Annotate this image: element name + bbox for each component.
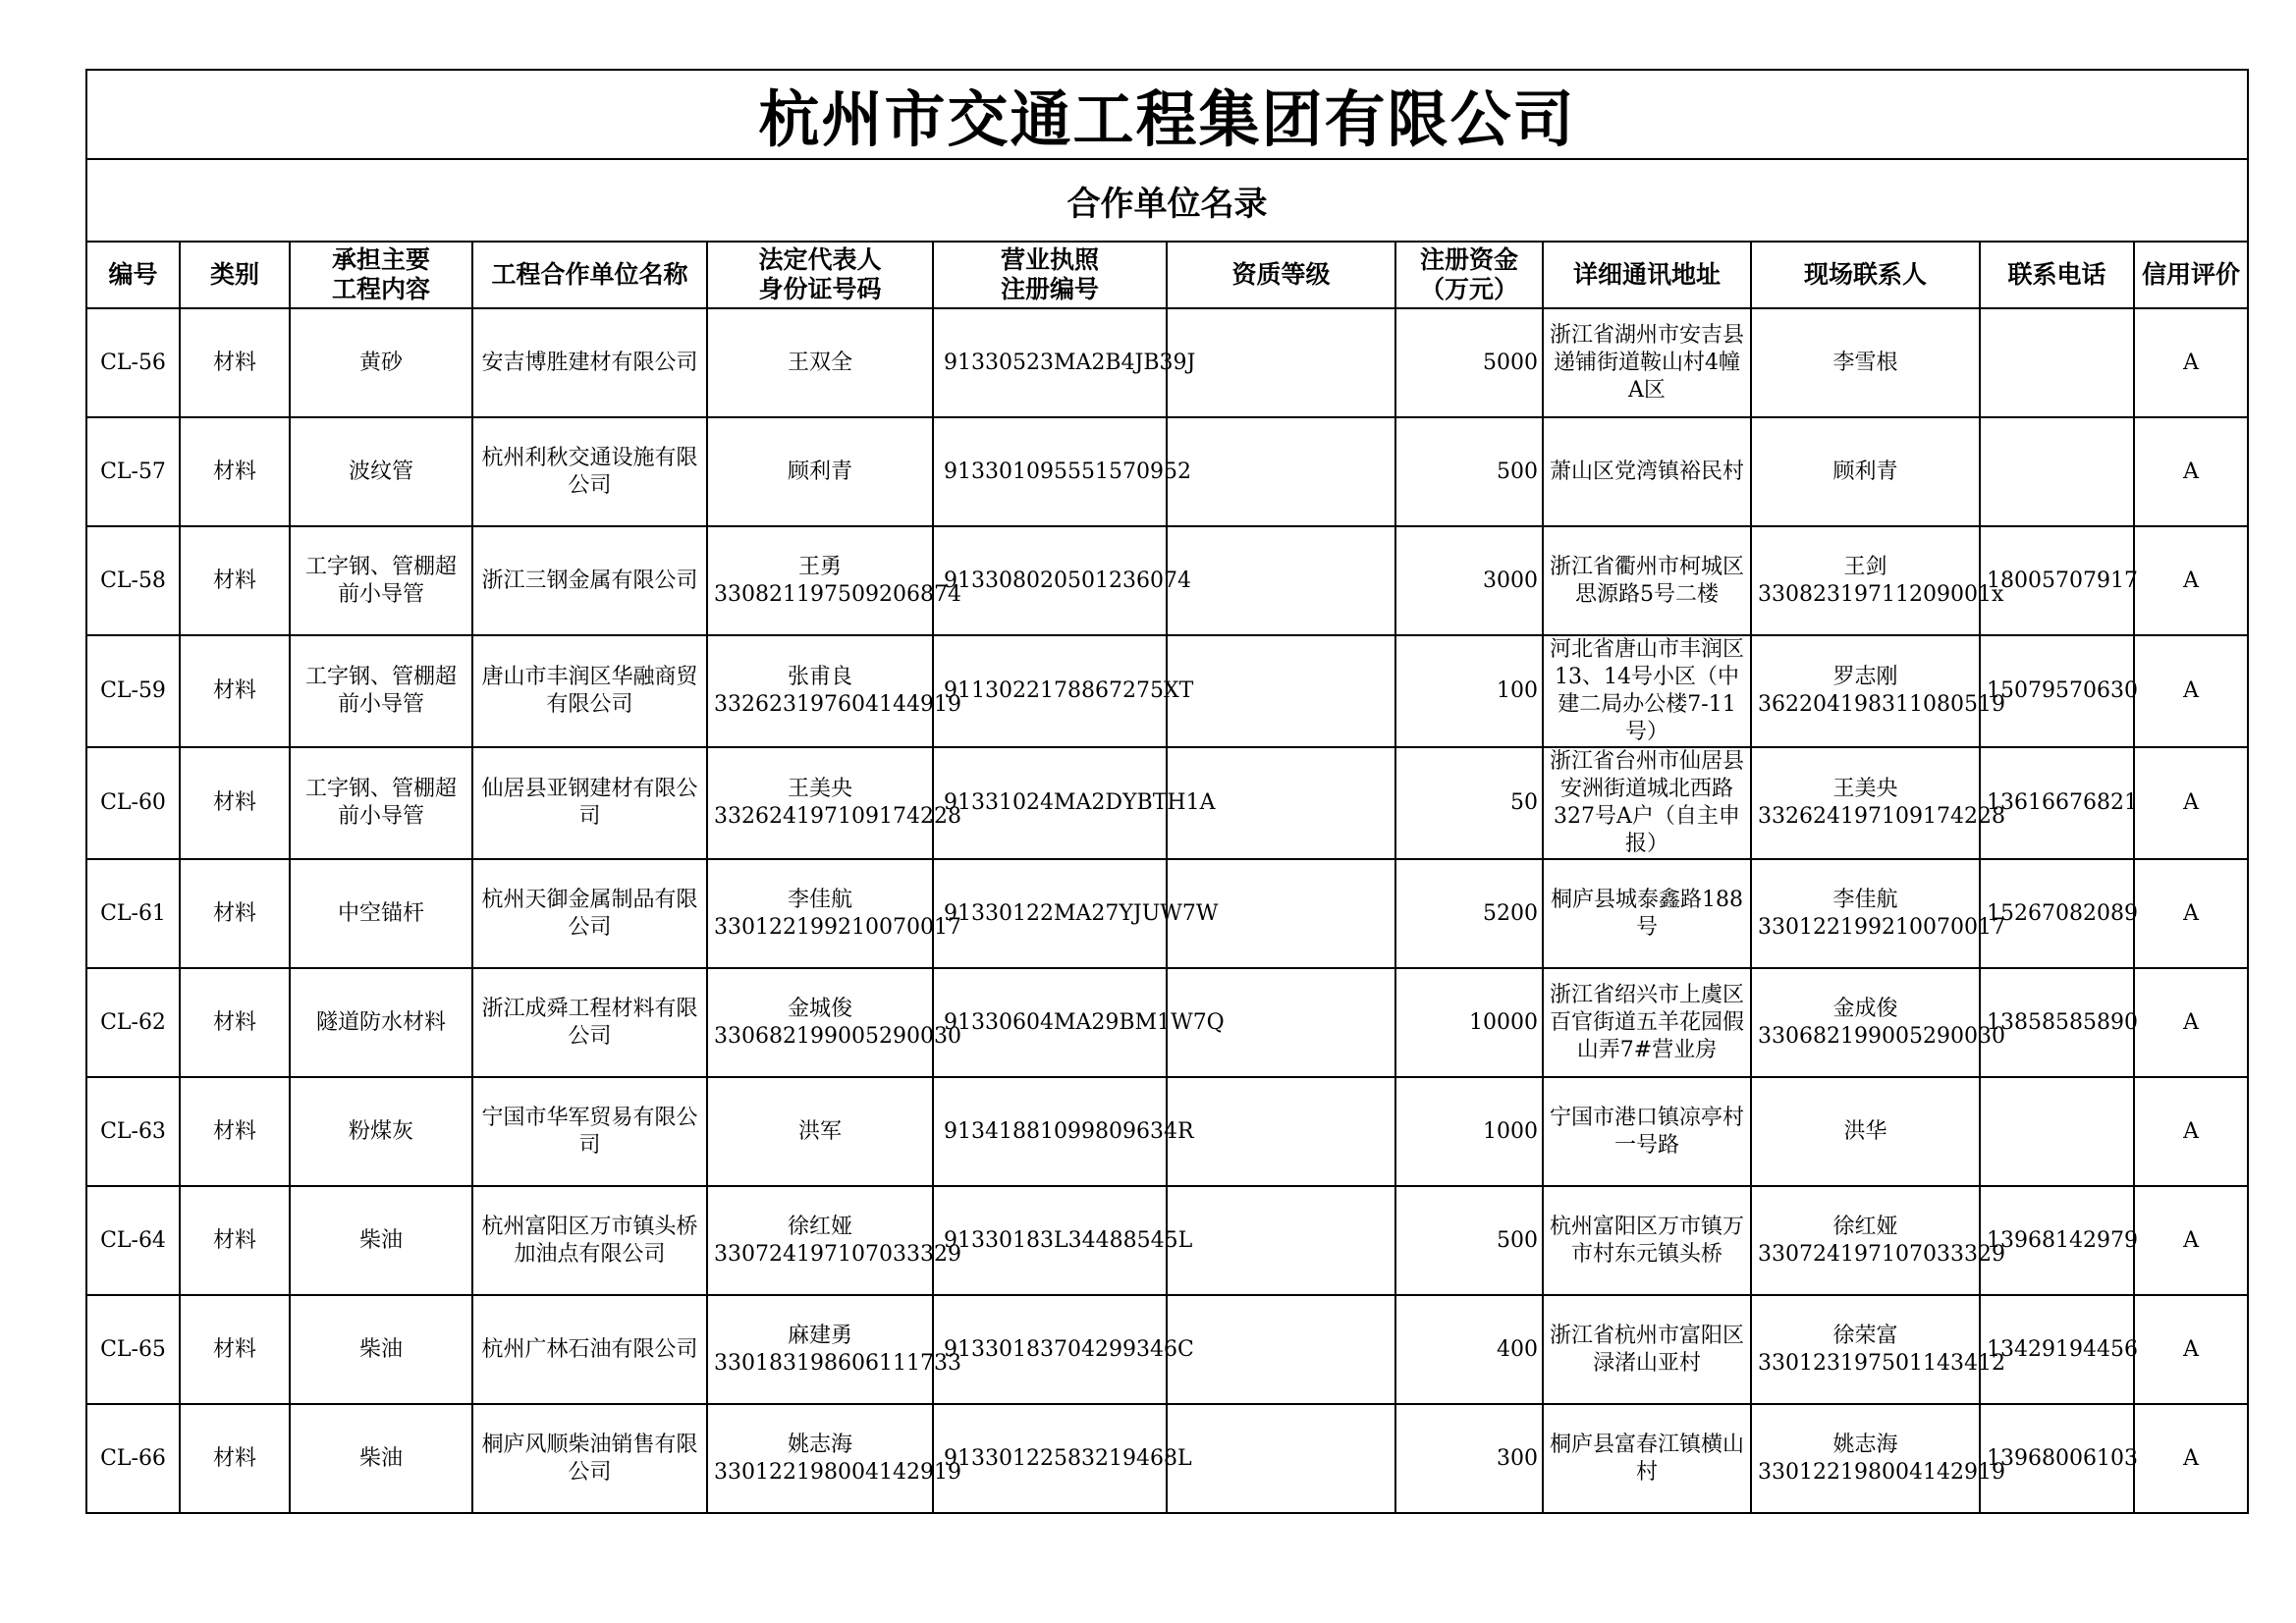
cell-qualification bbox=[1167, 1404, 1395, 1513]
cell-work: 隧道防水材料 bbox=[290, 968, 472, 1077]
cell-category: 材料 bbox=[180, 308, 290, 417]
cell-category: 材料 bbox=[180, 1295, 290, 1404]
cell-category: 材料 bbox=[180, 859, 290, 968]
cell-code: CL-59 bbox=[86, 635, 180, 747]
cell-qualification bbox=[1167, 417, 1395, 526]
cell-legal bbox=[707, 526, 961, 635]
cell-address: 河北省唐山市丰润区13、14号小区（中建二局办公楼7-11号） bbox=[1543, 635, 1751, 747]
table-row bbox=[86, 526, 2248, 635]
table-row bbox=[86, 635, 2248, 747]
cell-code: CL-64 bbox=[86, 1186, 180, 1295]
cell-legal-id: 330183198606111733 bbox=[714, 1350, 961, 1376]
cell-license: 91330122583219468L bbox=[933, 1404, 1167, 1513]
cell-category: 材料 bbox=[180, 747, 290, 859]
cell-contact-name: 罗志刚 bbox=[1832, 665, 1898, 689]
header-work-line-1: 承担主要 bbox=[331, 245, 430, 274]
cell-contact-name: 徐荣富 bbox=[1832, 1323, 1898, 1348]
cell-code: CL-66 bbox=[86, 1404, 180, 1513]
header-capital bbox=[1395, 242, 1543, 308]
cell-contact-id: 330122198004142919 bbox=[1758, 1459, 2005, 1485]
cell-capital: 50 bbox=[1395, 747, 1543, 859]
header-legal-line-1: 法定代表人 bbox=[758, 245, 882, 274]
cell-qualification bbox=[1167, 308, 1395, 417]
cell-code: CL-61 bbox=[86, 859, 180, 968]
table-row bbox=[86, 308, 2248, 417]
header-work-line-2: 工程内容 bbox=[331, 275, 430, 303]
cell-category: 材料 bbox=[180, 1404, 290, 1513]
cell-contact-name: 王剑 bbox=[1843, 554, 1887, 579]
cell-work: 工字钢、管棚超前小导管 bbox=[290, 635, 472, 747]
cell-contact-name: 金成俊 bbox=[1832, 996, 1898, 1021]
cell-capital: 5000 bbox=[1395, 308, 1543, 417]
cell-category: 材料 bbox=[180, 417, 290, 526]
cell-license: 91330183704299346C bbox=[933, 1295, 1167, 1404]
cell-credit: A bbox=[2134, 747, 2248, 859]
cell-contact bbox=[1751, 859, 2005, 968]
header-category: 类别 bbox=[180, 242, 290, 308]
cell-contact-id: 33082319711209001x bbox=[1758, 581, 2004, 607]
cell-address: 桐庐县富春江镇横山村 bbox=[1543, 1404, 1751, 1513]
cell-legal bbox=[707, 1077, 933, 1186]
cell-contact bbox=[1751, 1404, 2005, 1513]
cell-legal bbox=[707, 308, 933, 417]
cell-work: 波纹管 bbox=[290, 417, 472, 526]
cell-legal-name: 金城俊 bbox=[787, 996, 852, 1021]
cell-address: 浙江省杭州市富阳区 渌渚山亚村 bbox=[1543, 1295, 1751, 1404]
cell-company: 仙居县亚钢建材有限公司 bbox=[472, 747, 707, 859]
cell-contact-id: 362204198311080519 bbox=[1758, 692, 2005, 717]
cell-legal-name: 王双全 bbox=[787, 350, 852, 375]
cell-contact-name: 徐红娅 bbox=[1832, 1214, 1898, 1239]
cell-capital: 100 bbox=[1395, 635, 1543, 747]
cell-legal-name: 顾利青 bbox=[787, 459, 852, 484]
cell-work: 柴油 bbox=[290, 1186, 472, 1295]
table-row bbox=[86, 1186, 2248, 1295]
cell-company: 杭州利秋交通设施有限公司 bbox=[472, 417, 707, 526]
cell-code: CL-58 bbox=[86, 526, 180, 635]
cell-address: 浙江省湖州市安吉县递铺街道鞍山村4幢A区 bbox=[1543, 308, 1751, 417]
cell-legal-id: 330122199210070017 bbox=[714, 914, 961, 940]
table-row bbox=[86, 747, 2248, 859]
cell-legal-name: 徐红娅 bbox=[787, 1214, 852, 1239]
cell-contact-id: 330123197501143412 bbox=[1758, 1350, 2005, 1376]
cell-code: CL-56 bbox=[86, 308, 180, 417]
cell-category: 材料 bbox=[180, 1077, 290, 1186]
cell-contact-id: 330724197107033329 bbox=[1758, 1241, 2005, 1267]
cell-contact-name: 李佳航 bbox=[1832, 887, 1898, 912]
cell-phone: 15079570630 bbox=[1980, 635, 2134, 747]
table-row bbox=[86, 1404, 2248, 1513]
cell-legal-name: 李佳航 bbox=[787, 887, 852, 912]
cell-legal-id: 330821197509206874 bbox=[714, 581, 961, 607]
cell-contact-name: 顾利青 bbox=[1832, 459, 1898, 484]
cell-capital: 5200 bbox=[1395, 859, 1543, 968]
cell-credit: A bbox=[2134, 1295, 2248, 1404]
cell-code: CL-57 bbox=[86, 417, 180, 526]
cell-phone bbox=[1980, 417, 2134, 526]
cell-license: 9113022178867275XT bbox=[933, 635, 1167, 747]
cell-license: 91330122MA27YJUW7W bbox=[933, 859, 1167, 968]
header-capital-line-2: （万元） bbox=[1419, 275, 1518, 303]
cell-capital: 1000 bbox=[1395, 1077, 1543, 1186]
header-license-line-1: 营业执照 bbox=[1000, 245, 1099, 274]
cell-phone: 18005707917 bbox=[1980, 526, 2134, 635]
header-qualification: 资质等级 bbox=[1167, 242, 1395, 308]
cell-contact-name: 洪华 bbox=[1843, 1118, 1887, 1144]
cell-qualification bbox=[1167, 1295, 1395, 1404]
cell-legal bbox=[707, 1295, 961, 1404]
cell-contact-name: 李雪根 bbox=[1832, 350, 1898, 375]
cell-work: 粉煤灰 bbox=[290, 1077, 472, 1186]
cell-work: 柴油 bbox=[290, 1295, 472, 1404]
cell-contact bbox=[1751, 968, 2005, 1077]
cell-legal-id: 332624197109174228 bbox=[714, 804, 961, 829]
table-row bbox=[86, 859, 2248, 968]
cell-legal bbox=[707, 859, 961, 968]
cell-address: 宁国市港口镇凉亭村一号路 bbox=[1543, 1077, 1751, 1186]
cell-phone: 13968006103 bbox=[1980, 1404, 2134, 1513]
table-row bbox=[86, 417, 2248, 526]
cell-contact bbox=[1751, 635, 2005, 747]
cell-company: 浙江三钢金属有限公司 bbox=[472, 526, 707, 635]
cell-category: 材料 bbox=[180, 968, 290, 1077]
cell-category: 材料 bbox=[180, 1186, 290, 1295]
header-license-line-2: 注册编号 bbox=[1000, 275, 1099, 303]
cell-license: 91331024MA2DYBTH1A bbox=[933, 747, 1167, 859]
cell-company: 浙江成舜工程材料有限公司 bbox=[472, 968, 707, 1077]
cell-contact-name: 姚志海 bbox=[1832, 1432, 1898, 1457]
cell-credit: A bbox=[2134, 308, 2248, 417]
cell-legal bbox=[707, 1186, 961, 1295]
header-phone: 联系电话 bbox=[1980, 242, 2134, 308]
cell-phone: 13968142979 bbox=[1980, 1186, 2134, 1295]
cell-license: 91330183L34488545L bbox=[933, 1186, 1167, 1295]
cell-capital: 10000 bbox=[1395, 968, 1543, 1077]
cell-contact bbox=[1751, 747, 2005, 859]
cell-phone: 15267082089 bbox=[1980, 859, 2134, 968]
header-row bbox=[86, 242, 2248, 308]
cell-legal bbox=[707, 747, 961, 859]
cell-contact-id: 332624197109174228 bbox=[1758, 804, 2005, 829]
cell-contact bbox=[1751, 308, 1980, 417]
cell-address: 桐庐县城泰鑫路188号 bbox=[1543, 859, 1751, 968]
cell-credit: A bbox=[2134, 968, 2248, 1077]
cell-legal-name: 姚志海 bbox=[787, 1432, 852, 1457]
header-legal-line-2: 身份证号码 bbox=[758, 275, 882, 303]
document-subtitle: 合作单位名录 bbox=[86, 159, 2248, 242]
cell-work: 黄砂 bbox=[290, 308, 472, 417]
cell-address: 浙江省衢州市柯城区思源路5号二楼 bbox=[1543, 526, 1751, 635]
cell-legal bbox=[707, 1404, 961, 1513]
directory-sheet bbox=[85, 69, 2247, 1514]
cell-legal-name: 王勇 bbox=[797, 554, 842, 579]
cell-code: CL-62 bbox=[86, 968, 180, 1077]
cell-code: CL-63 bbox=[86, 1077, 180, 1186]
cell-license: 91330523MA2B4JB39J bbox=[933, 308, 1167, 417]
header-legal bbox=[707, 242, 933, 308]
cell-qualification bbox=[1167, 1077, 1395, 1186]
cell-contact bbox=[1751, 1077, 1980, 1186]
header-company: 工程合作单位名称 bbox=[472, 242, 707, 308]
cell-legal-id: 332623197604144919 bbox=[714, 692, 961, 717]
cell-credit: A bbox=[2134, 1186, 2248, 1295]
cell-company: 宁国市华军贸易有限公司 bbox=[472, 1077, 707, 1186]
cell-contact bbox=[1751, 526, 2004, 635]
cell-company: 杭州天御金属制品有限公司 bbox=[472, 859, 707, 968]
cell-phone bbox=[1980, 1077, 2134, 1186]
cell-contact-name: 王美央 bbox=[1832, 777, 1898, 801]
header-license bbox=[933, 242, 1167, 308]
cell-qualification bbox=[1167, 635, 1395, 747]
cell-legal-name: 洪军 bbox=[797, 1118, 842, 1144]
cell-address: 杭州富阳区万市镇万市村东元镇头桥 bbox=[1543, 1186, 1751, 1295]
cell-contact bbox=[1751, 1186, 2005, 1295]
cell-capital: 3000 bbox=[1395, 526, 1543, 635]
cell-credit: A bbox=[2134, 859, 2248, 968]
header-contact: 现场联系人 bbox=[1751, 242, 1980, 308]
cell-company: 杭州广林石油有限公司 bbox=[472, 1295, 707, 1404]
cell-capital: 500 bbox=[1395, 417, 1543, 526]
cell-legal bbox=[707, 635, 961, 747]
table-row bbox=[86, 968, 2248, 1077]
cell-work: 柴油 bbox=[290, 1404, 472, 1513]
cell-credit: A bbox=[2134, 635, 2248, 747]
cell-company: 唐山市丰润区华融商贸有限公司 bbox=[472, 635, 707, 747]
cell-address: 萧山区党湾镇裕民村 bbox=[1543, 417, 1751, 526]
cell-legal-id: 330724197107033329 bbox=[714, 1241, 961, 1267]
cell-license: 91341881099809634R bbox=[933, 1077, 1167, 1186]
cell-phone: 13429194456 bbox=[1980, 1295, 2134, 1404]
cell-phone bbox=[1980, 308, 2134, 417]
cell-legal-name: 张甫良 bbox=[787, 665, 852, 689]
cell-credit: A bbox=[2134, 1404, 2248, 1513]
cell-category: 材料 bbox=[180, 526, 290, 635]
header-work bbox=[290, 242, 472, 308]
cell-credit: A bbox=[2134, 526, 2248, 635]
cell-legal-id: 330122198004142919 bbox=[714, 1459, 961, 1485]
cell-qualification bbox=[1167, 526, 1395, 635]
cell-company: 安吉博胜建材有限公司 bbox=[472, 308, 707, 417]
header-capital-line-1: 注册资金 bbox=[1419, 245, 1518, 274]
cell-capital: 300 bbox=[1395, 1404, 1543, 1513]
cell-legal bbox=[707, 417, 933, 526]
cell-contact bbox=[1751, 417, 1980, 526]
table-body bbox=[86, 308, 2248, 1513]
cell-code: CL-65 bbox=[86, 1295, 180, 1404]
cell-phone: 13616676821 bbox=[1980, 747, 2134, 859]
cell-license: 913301095551570952 bbox=[933, 417, 1167, 526]
cell-phone: 13858585890 bbox=[1980, 968, 2134, 1077]
cell-legal-id: 330682199005290030 bbox=[714, 1023, 961, 1049]
cell-license: 913308020501236074 bbox=[933, 526, 1167, 635]
cell-credit: A bbox=[2134, 1077, 2248, 1186]
cell-code: CL-60 bbox=[86, 747, 180, 859]
cell-legal bbox=[707, 968, 961, 1077]
cell-work: 中空锚杆 bbox=[290, 859, 472, 968]
table-row bbox=[86, 1295, 2248, 1404]
cell-qualification bbox=[1167, 1186, 1395, 1295]
cell-work: 工字钢、管棚超前小导管 bbox=[290, 526, 472, 635]
cell-capital: 400 bbox=[1395, 1295, 1543, 1404]
cell-contact-id: 330682199005290030 bbox=[1758, 1023, 2005, 1049]
cell-credit: A bbox=[2134, 417, 2248, 526]
cell-legal-name: 王美央 bbox=[787, 777, 852, 801]
cell-work: 工字钢、管棚超前小导管 bbox=[290, 747, 472, 859]
document-title: 杭州市交通工程集团有限公司 bbox=[86, 70, 2248, 159]
cell-contact-id: 330122199210070017 bbox=[1758, 914, 2005, 940]
cell-capital: 500 bbox=[1395, 1186, 1543, 1295]
cell-company: 杭州富阳区万市镇头桥加油点有限公司 bbox=[472, 1186, 707, 1295]
header-code: 编号 bbox=[86, 242, 180, 308]
cell-address: 浙江省绍兴市上虞区百官街道五羊花园假山弄7#营业房 bbox=[1543, 968, 1751, 1077]
header-credit: 信用评价 bbox=[2134, 242, 2248, 308]
partner-directory-table bbox=[85, 69, 2249, 1514]
cell-company: 桐庐风顺柴油销售有限公司 bbox=[472, 1404, 707, 1513]
cell-legal-name: 麻建勇 bbox=[787, 1323, 852, 1348]
table-row bbox=[86, 1077, 2248, 1186]
cell-address: 浙江省台州市仙居县安洲街道城北西路327号A户（自主申报） bbox=[1543, 747, 1751, 859]
header-address: 详细通讯地址 bbox=[1543, 242, 1751, 308]
cell-category: 材料 bbox=[180, 635, 290, 747]
cell-license: 91330604MA29BM1W7Q bbox=[933, 968, 1167, 1077]
cell-contact bbox=[1751, 1295, 2005, 1404]
